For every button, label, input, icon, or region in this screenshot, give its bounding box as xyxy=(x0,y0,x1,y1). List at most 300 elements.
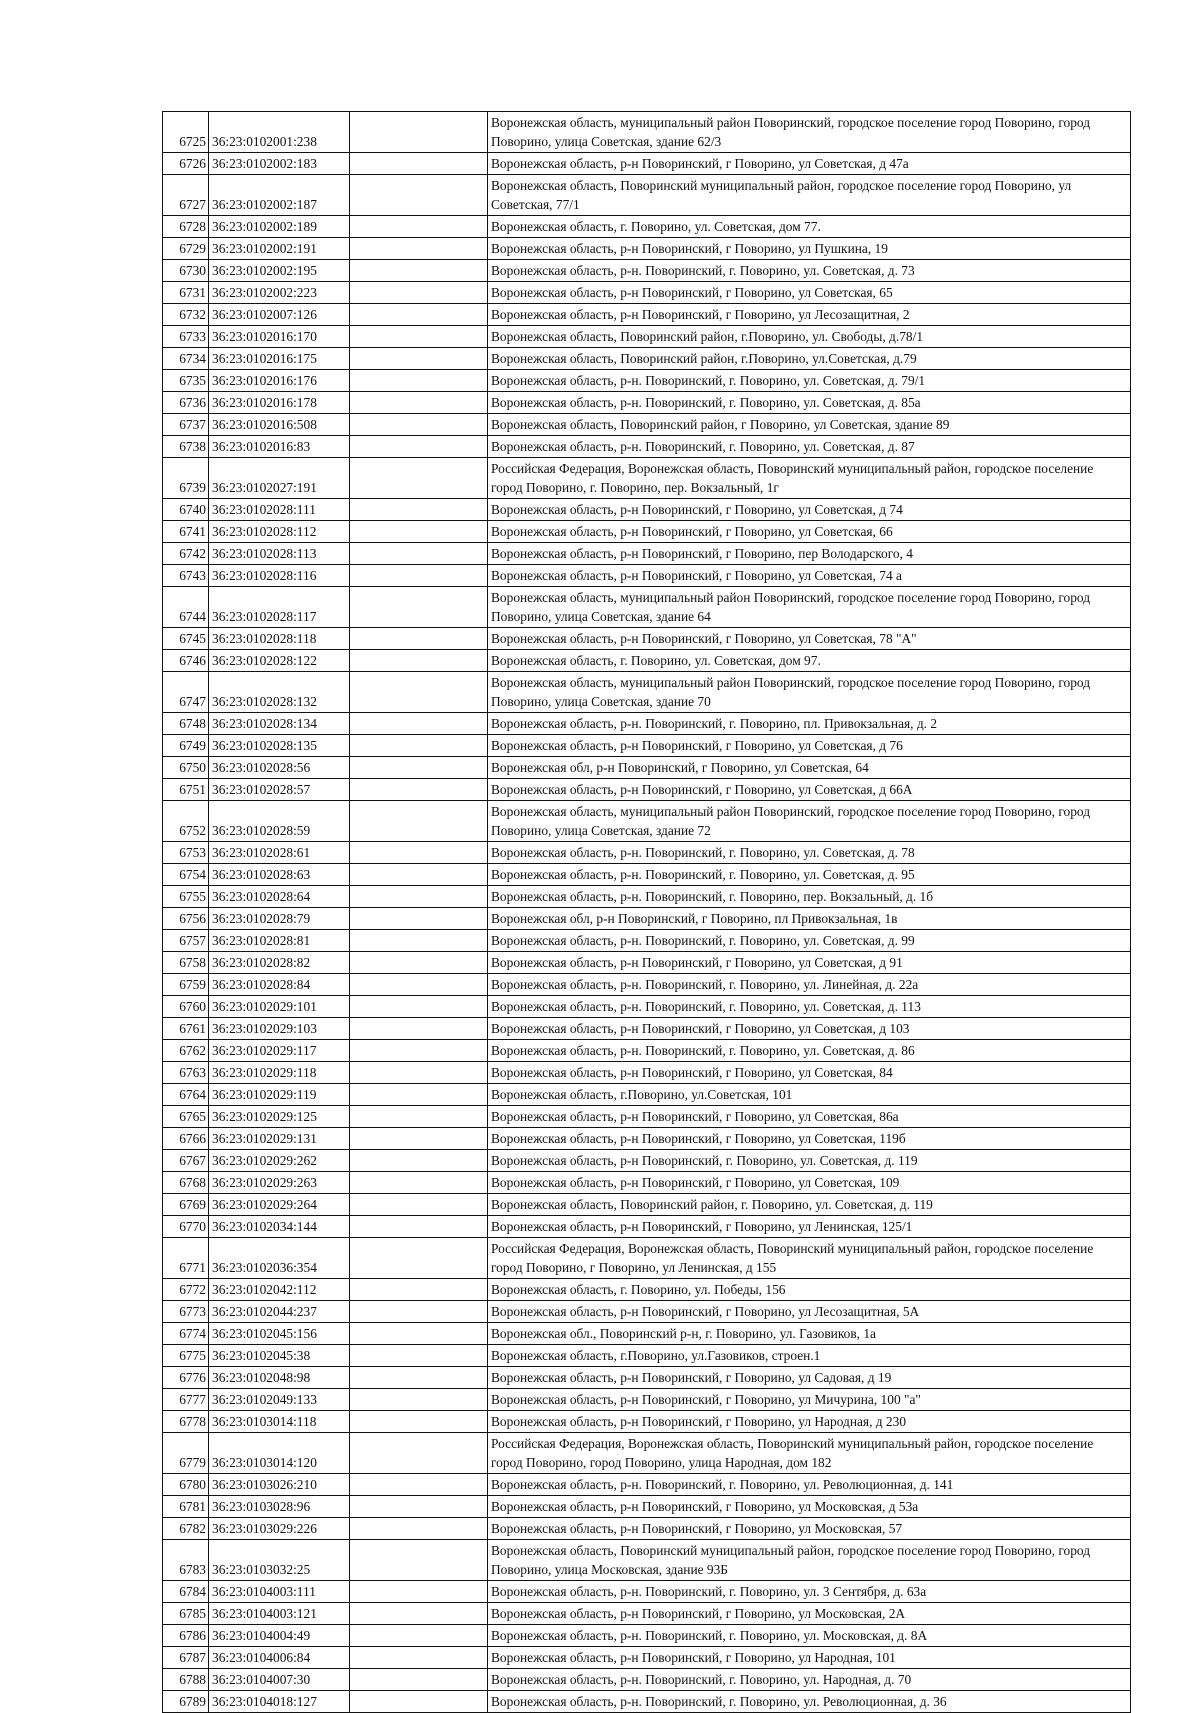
table-row xyxy=(163,1216,1131,1238)
table-row xyxy=(163,1172,1131,1194)
address-cell: Российская Федерация, Воронежская область, Поворинский муниципальный район, городское поселение город Поворино, город Поворино, улица Народная, дом 182 xyxy=(488,1433,1131,1474)
address-cell: Воронежская область, г. Поворино, ул. Советская, дом 77. xyxy=(488,216,1131,238)
table-row xyxy=(163,436,1131,458)
row-number-cell: 6729 xyxy=(163,238,209,260)
table-row xyxy=(163,908,1131,930)
cadastral-number-cell: 36:23:0102029:131 xyxy=(209,1128,350,1150)
address-cell: Воронежская область, Поворинский район, г.Поворино, ул. Свободы, д.78/1 xyxy=(488,326,1131,348)
table-row xyxy=(163,565,1131,587)
table-row xyxy=(163,414,1131,436)
table-row xyxy=(163,543,1131,565)
empty-cell xyxy=(350,930,488,952)
table-row xyxy=(163,1084,1131,1106)
table-row xyxy=(163,1540,1131,1581)
cadastral-number-cell: 36:23:0102002:189 xyxy=(209,216,350,238)
address-cell: Воронежская область, р-н Поворинский, г Поворино, ул Мичурина, 100 "а" xyxy=(488,1389,1131,1411)
cadastral-number-cell: 36:23:0102028:118 xyxy=(209,628,350,650)
cadastral-number-cell: 36:23:0102016:178 xyxy=(209,392,350,414)
empty-cell xyxy=(350,175,488,216)
empty-cell xyxy=(350,326,488,348)
empty-cell xyxy=(350,974,488,996)
table-row xyxy=(163,1411,1131,1433)
table-row xyxy=(163,1128,1131,1150)
address-cell: Воронежская область, р-н. Поворинский, г. Поворино, ул. Революционная, д. 36 xyxy=(488,1691,1131,1713)
empty-cell xyxy=(350,1518,488,1540)
table-row xyxy=(163,1323,1131,1345)
address-cell: Воронежская область, р-н. Поворинский, г. Поворино, ул. Советская, д. 86 xyxy=(488,1040,1131,1062)
cadastral-number-cell: 36:23:0102028:59 xyxy=(209,801,350,842)
empty-cell xyxy=(350,886,488,908)
empty-cell xyxy=(350,735,488,757)
row-number-cell: 6762 xyxy=(163,1040,209,1062)
cadastral-number-cell: 36:23:0102016:170 xyxy=(209,326,350,348)
empty-cell xyxy=(350,996,488,1018)
cadastral-number-cell: 36:23:0102029:119 xyxy=(209,1084,350,1106)
cadastral-number-cell: 36:23:0104007:30 xyxy=(209,1669,350,1691)
cadastral-number-cell: 36:23:0102028:56 xyxy=(209,757,350,779)
address-cell: Воронежская область, р-н Поворинский, г Поворино, ул Советская, д 74 xyxy=(488,499,1131,521)
address-cell: Воронежская область, р-н Поворинский, г Поворино, ул Народная, 101 xyxy=(488,1647,1131,1669)
row-number-cell: 6782 xyxy=(163,1518,209,1540)
table-row xyxy=(163,392,1131,414)
row-number-cell: 6725 xyxy=(163,112,209,153)
cadastral-number-cell: 36:23:0102048:98 xyxy=(209,1367,350,1389)
address-cell: Воронежская область, р-н Поворинский, г Поворино, ул Лесозащитная, 5А xyxy=(488,1301,1131,1323)
empty-cell xyxy=(350,565,488,587)
cadastral-number-cell: 36:23:0102028:134 xyxy=(209,713,350,735)
address-cell: Воронежская область, Поворинский район, г. Поворино, ул. Советская, д. 119 xyxy=(488,1194,1131,1216)
table-row xyxy=(163,974,1131,996)
table-row xyxy=(163,1238,1131,1279)
table-row xyxy=(163,1625,1131,1647)
table-row xyxy=(163,713,1131,735)
row-number-cell: 6785 xyxy=(163,1603,209,1625)
cadastral-number-cell: 36:23:0102028:135 xyxy=(209,735,350,757)
cadastral-number-cell: 36:23:0102016:176 xyxy=(209,370,350,392)
address-cell: Воронежская область, р-н. Поворинский, г. Поворино, пл. Привокзальная, д. 2 xyxy=(488,713,1131,735)
row-number-cell: 6753 xyxy=(163,842,209,864)
address-cell: Воронежская область, р-н Поворинский, г Поворино, ул Московская, д 53а xyxy=(488,1496,1131,1518)
cadastral-number-cell: 36:23:0104004:49 xyxy=(209,1625,350,1647)
cadastral-number-cell: 36:23:0102002:195 xyxy=(209,260,350,282)
empty-cell xyxy=(350,1216,488,1238)
empty-cell xyxy=(350,304,488,326)
table-row xyxy=(163,370,1131,392)
cadastral-number-cell: 36:23:0102029:101 xyxy=(209,996,350,1018)
row-number-cell: 6732 xyxy=(163,304,209,326)
row-number-cell: 6743 xyxy=(163,565,209,587)
empty-cell xyxy=(350,650,488,672)
table-row xyxy=(163,1062,1131,1084)
table-row xyxy=(163,864,1131,886)
row-number-cell: 6788 xyxy=(163,1669,209,1691)
empty-cell xyxy=(350,713,488,735)
row-number-cell: 6769 xyxy=(163,1194,209,1216)
empty-cell xyxy=(350,348,488,370)
empty-cell xyxy=(350,1433,488,1474)
row-number-cell: 6737 xyxy=(163,414,209,436)
address-cell: Воронежская область, муниципальный район Поворинский, городское поселение город Поворино, город Поворино, улица Советская, здание 70 xyxy=(488,672,1131,713)
address-cell: Воронежская область, Поворинский муниципальный район, городское поселение город Поворино, ул Советская, 77/1 xyxy=(488,175,1131,216)
registry-table-body xyxy=(163,112,1131,1713)
table-row xyxy=(163,801,1131,842)
row-number-cell: 6779 xyxy=(163,1433,209,1474)
cadastral-number-cell: 36:23:0102034:144 xyxy=(209,1216,350,1238)
row-number-cell: 6754 xyxy=(163,864,209,886)
row-number-cell: 6766 xyxy=(163,1128,209,1150)
cadastral-number-cell: 36:23:0102029:125 xyxy=(209,1106,350,1128)
row-number-cell: 6771 xyxy=(163,1238,209,1279)
empty-cell xyxy=(350,1691,488,1713)
row-number-cell: 6774 xyxy=(163,1323,209,1345)
row-number-cell: 6748 xyxy=(163,713,209,735)
empty-cell xyxy=(350,1540,488,1581)
table-row xyxy=(163,521,1131,543)
address-cell: Воронежская область, р-н Поворинский, г Поворино, ул Советская, д 103 xyxy=(488,1018,1131,1040)
cadastral-number-cell: 36:23:0102028:122 xyxy=(209,650,350,672)
table-row xyxy=(163,282,1131,304)
row-number-cell: 6780 xyxy=(163,1474,209,1496)
address-cell: Воронежская область, р-н Поворинский, г. Поворино, ул. Советская, д. 119 xyxy=(488,1150,1131,1172)
row-number-cell: 6733 xyxy=(163,326,209,348)
address-cell: Воронежская область, р-н. Поворинский, г. Поворино, ул. Советская, д. 78 xyxy=(488,842,1131,864)
table-row xyxy=(163,1433,1131,1474)
table-row xyxy=(163,757,1131,779)
address-cell: Воронежская обл, р-н Поворинский, г Поворино, ул Советская, 64 xyxy=(488,757,1131,779)
address-cell: Воронежская область, р-н. Поворинский, г. Поворино, ул. Революционная, д. 141 xyxy=(488,1474,1131,1496)
address-cell: Воронежская обл., Поворинский р-н, г. Поворино, ул. Газовиков, 1а xyxy=(488,1323,1131,1345)
cadastral-number-cell: 36:23:0104006:84 xyxy=(209,1647,350,1669)
address-cell: Воронежская область, р-н Поворинский, г Поворино, ул Советская, 65 xyxy=(488,282,1131,304)
cadastral-number-cell: 36:23:0102029:263 xyxy=(209,1172,350,1194)
cadastral-number-cell: 36:23:0102002:223 xyxy=(209,282,350,304)
address-cell: Воронежская область, р-н Поворинский, г Поворино, ул Народная, д 230 xyxy=(488,1411,1131,1433)
row-number-cell: 6773 xyxy=(163,1301,209,1323)
empty-cell xyxy=(350,757,488,779)
address-cell: Воронежская область, р-н. Поворинский, г. Поворино, ул. Советская, д. 73 xyxy=(488,260,1131,282)
cadastral-number-cell: 36:23:0103014:120 xyxy=(209,1433,350,1474)
address-cell: Воронежская область, р-н Поворинский, г Поворино, ул Московская, 2А xyxy=(488,1603,1131,1625)
cadastral-number-cell: 36:23:0102029:262 xyxy=(209,1150,350,1172)
row-number-cell: 6758 xyxy=(163,952,209,974)
address-cell: Воронежская область, Поворинский район, г Поворино, ул Советская, здание 89 xyxy=(488,414,1131,436)
empty-cell xyxy=(350,499,488,521)
cadastral-number-cell: 36:23:0102016:508 xyxy=(209,414,350,436)
empty-cell xyxy=(350,1474,488,1496)
empty-cell xyxy=(350,779,488,801)
address-cell: Воронежская область, р-н Поворинский, г Поворино, ул Советская, д 91 xyxy=(488,952,1131,974)
table-row xyxy=(163,1389,1131,1411)
table-row xyxy=(163,672,1131,713)
table-row xyxy=(163,1518,1131,1540)
table-row xyxy=(163,1647,1131,1669)
table-row xyxy=(163,1581,1131,1603)
row-number-cell: 6726 xyxy=(163,153,209,175)
table-row xyxy=(163,348,1131,370)
cadastral-number-cell: 36:23:0102045:38 xyxy=(209,1345,350,1367)
row-number-cell: 6786 xyxy=(163,1625,209,1647)
row-number-cell: 6764 xyxy=(163,1084,209,1106)
cadastral-number-cell: 36:23:0102028:61 xyxy=(209,842,350,864)
cadastral-number-cell: 36:23:0104003:121 xyxy=(209,1603,350,1625)
empty-cell xyxy=(350,153,488,175)
cadastral-number-cell: 36:23:0104003:111 xyxy=(209,1581,350,1603)
row-number-cell: 6767 xyxy=(163,1150,209,1172)
table-row xyxy=(163,996,1131,1018)
cadastral-number-cell: 36:23:0102042:112 xyxy=(209,1279,350,1301)
address-cell: Воронежская область, р-н Поворинский, г Поворино, ул Советская, 66 xyxy=(488,521,1131,543)
table-row xyxy=(163,930,1131,952)
row-number-cell: 6740 xyxy=(163,499,209,521)
empty-cell xyxy=(350,1345,488,1367)
empty-cell xyxy=(350,436,488,458)
empty-cell xyxy=(350,1172,488,1194)
cadastral-number-cell: 36:23:0102045:156 xyxy=(209,1323,350,1345)
row-number-cell: 6772 xyxy=(163,1279,209,1301)
empty-cell xyxy=(350,587,488,628)
empty-cell xyxy=(350,1411,488,1433)
row-number-cell: 6734 xyxy=(163,348,209,370)
table-row xyxy=(163,1691,1131,1713)
table-row xyxy=(163,952,1131,974)
cadastral-number-cell: 36:23:0103029:226 xyxy=(209,1518,350,1540)
property-registry-table xyxy=(162,111,1131,1713)
address-cell: Воронежская область, г.Поворино, ул.Советская, 101 xyxy=(488,1084,1131,1106)
table-row xyxy=(163,1150,1131,1172)
address-cell: Воронежская область, р-н. Поворинский, г. Поворино, ул. 3 Сентября, д. 63а xyxy=(488,1581,1131,1603)
cadastral-number-cell: 36:23:0102028:112 xyxy=(209,521,350,543)
cadastral-number-cell: 36:23:0102002:183 xyxy=(209,153,350,175)
table-row xyxy=(163,304,1131,326)
address-cell: Воронежская область, р-н Поворинский, г Поворино, ул Советская, д 47а xyxy=(488,153,1131,175)
empty-cell xyxy=(350,908,488,930)
table-row xyxy=(163,1040,1131,1062)
table-row xyxy=(163,499,1131,521)
empty-cell xyxy=(350,1323,488,1345)
row-number-cell: 6783 xyxy=(163,1540,209,1581)
empty-cell xyxy=(350,414,488,436)
row-number-cell: 6744 xyxy=(163,587,209,628)
address-cell: Воронежская область, р-н Поворинский, г Поворино, ул Пушкина, 19 xyxy=(488,238,1131,260)
cadastral-number-cell: 36:23:0102028:82 xyxy=(209,952,350,974)
row-number-cell: 6739 xyxy=(163,458,209,499)
row-number-cell: 6765 xyxy=(163,1106,209,1128)
table-row xyxy=(163,1194,1131,1216)
address-cell: Воронежская область, р-н Поворинский, г Поворино, ул Советская, 74 а xyxy=(488,565,1131,587)
cadastral-number-cell: 36:23:0102001:238 xyxy=(209,112,350,153)
row-number-cell: 6727 xyxy=(163,175,209,216)
table-row xyxy=(163,175,1131,216)
row-number-cell: 6761 xyxy=(163,1018,209,1040)
address-cell: Воронежская область, р-н Поворинский, г Поворино, ул Советская, д 76 xyxy=(488,735,1131,757)
empty-cell xyxy=(350,1647,488,1669)
row-number-cell: 6775 xyxy=(163,1345,209,1367)
row-number-cell: 6787 xyxy=(163,1647,209,1669)
address-cell: Воронежская область, р-н. Поворинский, г. Поворино, ул. Советская, д. 85а xyxy=(488,392,1131,414)
cadastral-number-cell: 36:23:0102028:57 xyxy=(209,779,350,801)
empty-cell xyxy=(350,1496,488,1518)
address-cell: Воронежская область, р-н Поворинский, г Поворино, ул Советская, 109 xyxy=(488,1172,1131,1194)
cadastral-number-cell: 36:23:0102016:175 xyxy=(209,348,350,370)
table-row xyxy=(163,1279,1131,1301)
row-number-cell: 6730 xyxy=(163,260,209,282)
row-number-cell: 6760 xyxy=(163,996,209,1018)
address-cell: Воронежская область, р-н Поворинский, г Поворино, ул Лесозащитная, 2 xyxy=(488,304,1131,326)
address-cell: Воронежская область, р-н Поворинский, г Поворино, ул Ленинская, 125/1 xyxy=(488,1216,1131,1238)
cadastral-number-cell: 36:23:0102036:354 xyxy=(209,1238,350,1279)
table-row xyxy=(163,1345,1131,1367)
address-cell: Воронежская область, Поворинский муниципальный район, городское поселение город Поворино, город Поворино, улица Московская, здание 93Б xyxy=(488,1540,1131,1581)
address-cell: Воронежская область, р-н Поворинский, г Поворино, ул Московская, 57 xyxy=(488,1518,1131,1540)
address-cell: Воронежская область, г. Поворино, ул. Победы, 156 xyxy=(488,1279,1131,1301)
cadastral-number-cell: 36:23:0102028:117 xyxy=(209,587,350,628)
row-number-cell: 6777 xyxy=(163,1389,209,1411)
empty-cell xyxy=(350,1581,488,1603)
cadastral-number-cell: 36:23:0102027:191 xyxy=(209,458,350,499)
row-number-cell: 6738 xyxy=(163,436,209,458)
table-row xyxy=(163,1367,1131,1389)
table-row xyxy=(163,1018,1131,1040)
address-cell: Воронежская область, муниципальный район Поворинский, городское поселение город Поворино, город Поворино, улица Советская, здание 64 xyxy=(488,587,1131,628)
empty-cell xyxy=(350,1238,488,1279)
cadastral-number-cell: 36:23:0102028:79 xyxy=(209,908,350,930)
row-number-cell: 6728 xyxy=(163,216,209,238)
empty-cell xyxy=(350,392,488,414)
row-number-cell: 6736 xyxy=(163,392,209,414)
address-cell: Воронежская область, р-н. Поворинский, г. Поворино, ул. Московская, д. 8А xyxy=(488,1625,1131,1647)
address-cell: Российская Федерация, Воронежская область, Поворинский муниципальный район, городское поселение город Поворино, г Поворино, ул Ленинская, д 155 xyxy=(488,1238,1131,1279)
cadastral-number-cell: 36:23:0103032:25 xyxy=(209,1540,350,1581)
address-cell: Российская Федерация, Воронежская область, Поворинский муниципальный район, городское поселение город Поворино, г. Поворино, пер. Вокзальный, 1г xyxy=(488,458,1131,499)
table-row xyxy=(163,735,1131,757)
address-cell: Воронежская область, р-н Поворинский, г Поворино, ул Советская, 78 "А" xyxy=(488,628,1131,650)
address-cell: Воронежская область, р-н Поворинский, г Поворино, ул Советская, 86а xyxy=(488,1106,1131,1128)
cadastral-number-cell: 36:23:0102029:103 xyxy=(209,1018,350,1040)
cadastral-number-cell: 36:23:0102028:63 xyxy=(209,864,350,886)
address-cell: Воронежская область, р-н. Поворинский, г. Поворино, пер. Вокзальный, д. 1б xyxy=(488,886,1131,908)
empty-cell xyxy=(350,112,488,153)
empty-cell xyxy=(350,1367,488,1389)
row-number-cell: 6757 xyxy=(163,930,209,952)
empty-cell xyxy=(350,1150,488,1172)
row-number-cell: 6731 xyxy=(163,282,209,304)
row-number-cell: 6778 xyxy=(163,1411,209,1433)
cadastral-number-cell: 36:23:0103026:210 xyxy=(209,1474,350,1496)
cadastral-number-cell: 36:23:0102028:116 xyxy=(209,565,350,587)
table-row xyxy=(163,326,1131,348)
row-number-cell: 6750 xyxy=(163,757,209,779)
address-cell: Воронежская область, р-н Поворинский, г Поворино, ул Садовая, д 19 xyxy=(488,1367,1131,1389)
cadastral-number-cell: 36:23:0102029:264 xyxy=(209,1194,350,1216)
table-row xyxy=(163,779,1131,801)
cadastral-number-cell: 36:23:0102029:118 xyxy=(209,1062,350,1084)
cadastral-number-cell: 36:23:0103014:118 xyxy=(209,1411,350,1433)
row-number-cell: 6781 xyxy=(163,1496,209,1518)
address-cell: Воронежская область, г.Поворино, ул.Газовиков, строен.1 xyxy=(488,1345,1131,1367)
row-number-cell: 6763 xyxy=(163,1062,209,1084)
row-number-cell: 6746 xyxy=(163,650,209,672)
row-number-cell: 6755 xyxy=(163,886,209,908)
address-cell: Воронежская область, р-н. Поворинский, г. Поворино, ул. Линейная, д. 22а xyxy=(488,974,1131,996)
row-number-cell: 6776 xyxy=(163,1367,209,1389)
address-cell: Воронежская область, р-н Поворинский, г Поворино, ул Советская, 84 xyxy=(488,1062,1131,1084)
row-number-cell: 6747 xyxy=(163,672,209,713)
address-cell: Воронежская область, р-н. Поворинский, г. Поворино, ул. Советская, д. 95 xyxy=(488,864,1131,886)
cadastral-number-cell: 36:23:0102029:117 xyxy=(209,1040,350,1062)
table-row xyxy=(163,1301,1131,1323)
table-row xyxy=(163,628,1131,650)
empty-cell xyxy=(350,1062,488,1084)
empty-cell xyxy=(350,801,488,842)
empty-cell xyxy=(350,1018,488,1040)
row-number-cell: 6784 xyxy=(163,1581,209,1603)
empty-cell xyxy=(350,260,488,282)
cadastral-number-cell: 36:23:0103028:96 xyxy=(209,1496,350,1518)
cadastral-number-cell: 36:23:0102028:111 xyxy=(209,499,350,521)
empty-cell xyxy=(350,521,488,543)
cadastral-number-cell: 36:23:0102028:84 xyxy=(209,974,350,996)
address-cell: Воронежская область, муниципальный район Поворинский, городское поселение город Поворино, город Поворино, улица Советская, здание 62/3 xyxy=(488,112,1131,153)
cadastral-number-cell: 36:23:0102028:64 xyxy=(209,886,350,908)
empty-cell xyxy=(350,216,488,238)
table-row xyxy=(163,458,1131,499)
empty-cell xyxy=(350,1603,488,1625)
empty-cell xyxy=(350,628,488,650)
table-row xyxy=(163,238,1131,260)
cadastral-number-cell: 36:23:0102028:113 xyxy=(209,543,350,565)
table-row xyxy=(163,842,1131,864)
row-number-cell: 6768 xyxy=(163,1172,209,1194)
table-row xyxy=(163,587,1131,628)
empty-cell xyxy=(350,1279,488,1301)
empty-cell xyxy=(350,370,488,392)
table-row xyxy=(163,1474,1131,1496)
table-row xyxy=(163,650,1131,672)
address-cell: Воронежская область, р-н. Поворинский, г. Поворино, ул. Советская, д. 79/1 xyxy=(488,370,1131,392)
address-cell: Воронежская область, р-н. Поворинский, г. Поворино, ул. Советская, д. 99 xyxy=(488,930,1131,952)
address-cell: Воронежская область, г. Поворино, ул. Советская, дом 97. xyxy=(488,650,1131,672)
row-number-cell: 6742 xyxy=(163,543,209,565)
address-cell: Воронежская область, р-н. Поворинский, г. Поворино, ул. Советская, д. 113 xyxy=(488,996,1131,1018)
address-cell: Воронежская область, Поворинский район, г.Поворино, ул.Советская, д.79 xyxy=(488,348,1131,370)
cadastral-number-cell: 36:23:0102049:133 xyxy=(209,1389,350,1411)
address-cell: Воронежская область, р-н. Поворинский, г. Поворино, ул. Советская, д. 87 xyxy=(488,436,1131,458)
row-number-cell: 6789 xyxy=(163,1691,209,1713)
table-row xyxy=(163,886,1131,908)
table-row xyxy=(163,1669,1131,1691)
address-cell: Воронежская область, р-н Поворинский, г Поворино, ул Советская, д 66А xyxy=(488,779,1131,801)
row-number-cell: 6752 xyxy=(163,801,209,842)
table-row xyxy=(163,153,1131,175)
table-row xyxy=(163,1106,1131,1128)
table-row xyxy=(163,112,1131,153)
empty-cell xyxy=(350,238,488,260)
row-number-cell: 6735 xyxy=(163,370,209,392)
cadastral-number-cell: 36:23:0102044:237 xyxy=(209,1301,350,1323)
empty-cell xyxy=(350,282,488,304)
address-cell: Воронежская область, р-н. Поворинский, г. Поворино, ул. Народная, д. 70 xyxy=(488,1669,1131,1691)
cadastral-number-cell: 36:23:0104018:127 xyxy=(209,1691,350,1713)
table-row xyxy=(163,1496,1131,1518)
address-cell: Воронежская область, р-н Поворинский, г Поворино, пер Володарского, 4 xyxy=(488,543,1131,565)
empty-cell xyxy=(350,1194,488,1216)
row-number-cell: 6745 xyxy=(163,628,209,650)
cadastral-number-cell: 36:23:0102007:126 xyxy=(209,304,350,326)
row-number-cell: 6741 xyxy=(163,521,209,543)
row-number-cell: 6749 xyxy=(163,735,209,757)
empty-cell xyxy=(350,1301,488,1323)
address-cell: Воронежская область, р-н Поворинский, г Поворино, ул Советская, 119б xyxy=(488,1128,1131,1150)
